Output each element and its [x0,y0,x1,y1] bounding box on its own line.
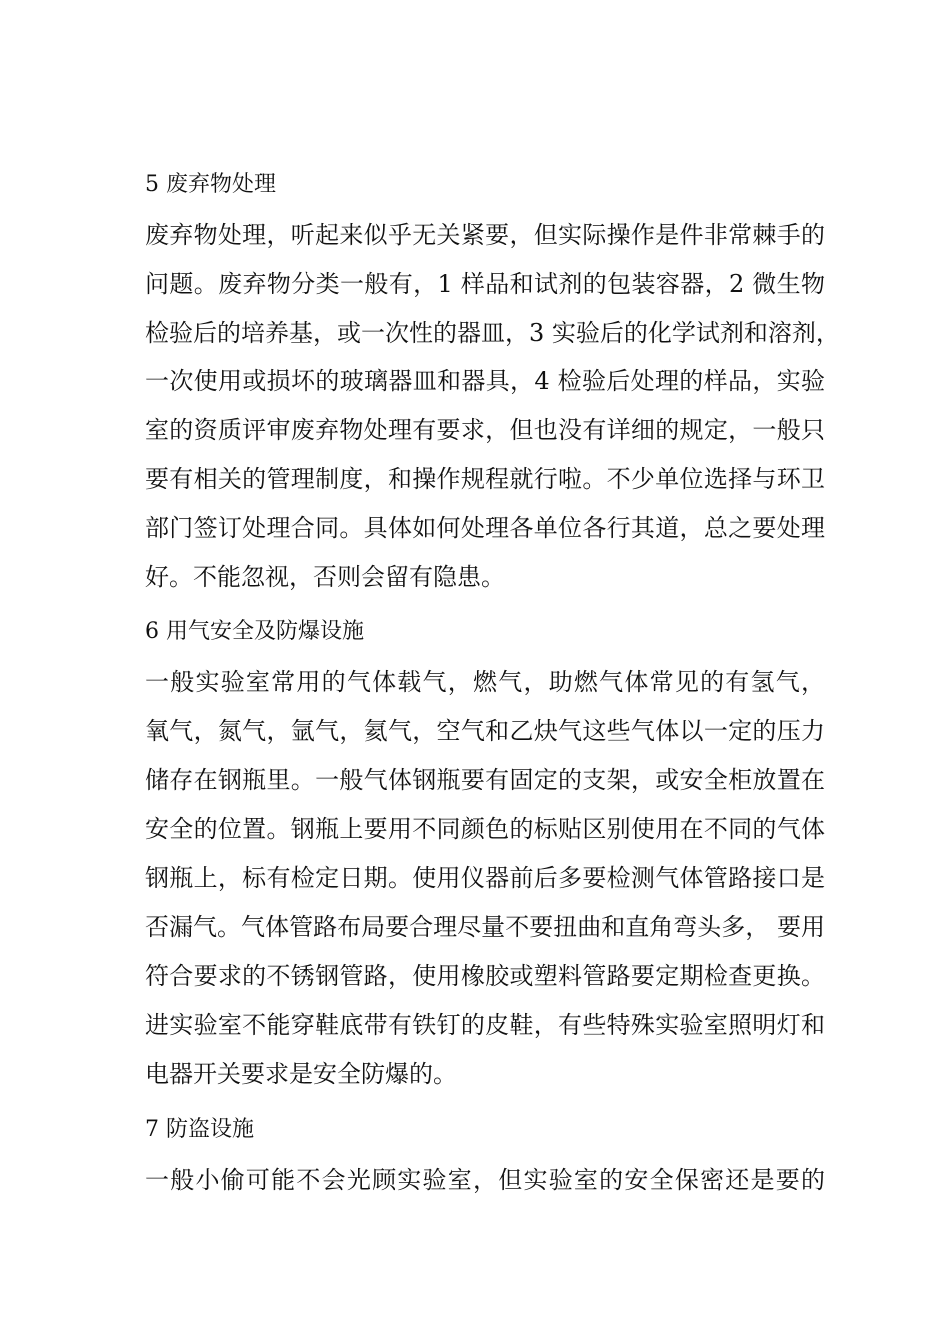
paragraph-line: 氧气，氮气，氩气，氦气，空气和乙炔气这些气体以一定的压力 [145,717,825,745]
section-heading-gas-safety: 6 用气安全及防爆设施 [145,619,364,644]
section-heading-waste: 5 废弃物处理 [145,172,276,197]
paragraph-line: 一次使用或损坏的玻璃器皿和器具，4 检验后处理的样品，实验 [145,367,825,395]
paragraph-line: 室的资质评审废弃物处理有要求，但也没有详细的规定，一般只 [145,416,825,444]
paragraph-line: 部门签订处理合同。具体如何处理各单位各行其道，总之要处理 [145,514,825,542]
paragraph-line: 一般实验室常用的气体载气，燃气，助燃气体常见的有氢气， [145,668,825,696]
paragraph-line: 进实验室不能穿鞋底带有铁钉的皮鞋，有些特殊实验室照明灯和 [145,1011,825,1039]
section-heading-anti-theft: 7 防盗设施 [145,1117,254,1142]
paragraph-line: 要有相关的管理制度，和操作规程就行啦。不少单位选择与环卫 [145,465,825,493]
paragraph-line: 储存在钢瓶里。一般气体钢瓶要有固定的支架，或安全柜放置在 [145,766,825,794]
paragraph-line: 否漏气。气体管路布局要合理尽量不要扭曲和直角弯头多， 要用 [145,913,825,941]
paragraph-line: 检验后的培养基，或一次性的器皿，3 实验后的化学试剂和溶剂， [145,319,840,347]
paragraph-line: 安全的位置。钢瓶上要用不同颜色的标贴区别使用在不同的气体 [145,815,825,843]
paragraph-line: 一般小偷可能不会光顾实验室，但实验室的安全保密还是要的 [145,1166,825,1194]
paragraph-line: 符合要求的不锈钢管路，使用橡胶或塑料管路要定期检查更换。 [145,962,825,990]
paragraph-line: 好。不能忽视，否则会留有隐患。 [145,563,505,591]
paragraph-line: 废弃物处理，听起来似乎无关紧要，但实际操作是件非常棘手的 [145,221,825,249]
paragraph-line: 钢瓶上，标有检定日期。使用仪器前后多要检测气体管路接口是 [145,864,825,892]
paragraph-line: 电器开关要求是安全防爆的。 [145,1060,457,1088]
paragraph-line: 问题。废弃物分类一般有，1 样品和试剂的包装容器，2 微生物 [145,270,825,298]
